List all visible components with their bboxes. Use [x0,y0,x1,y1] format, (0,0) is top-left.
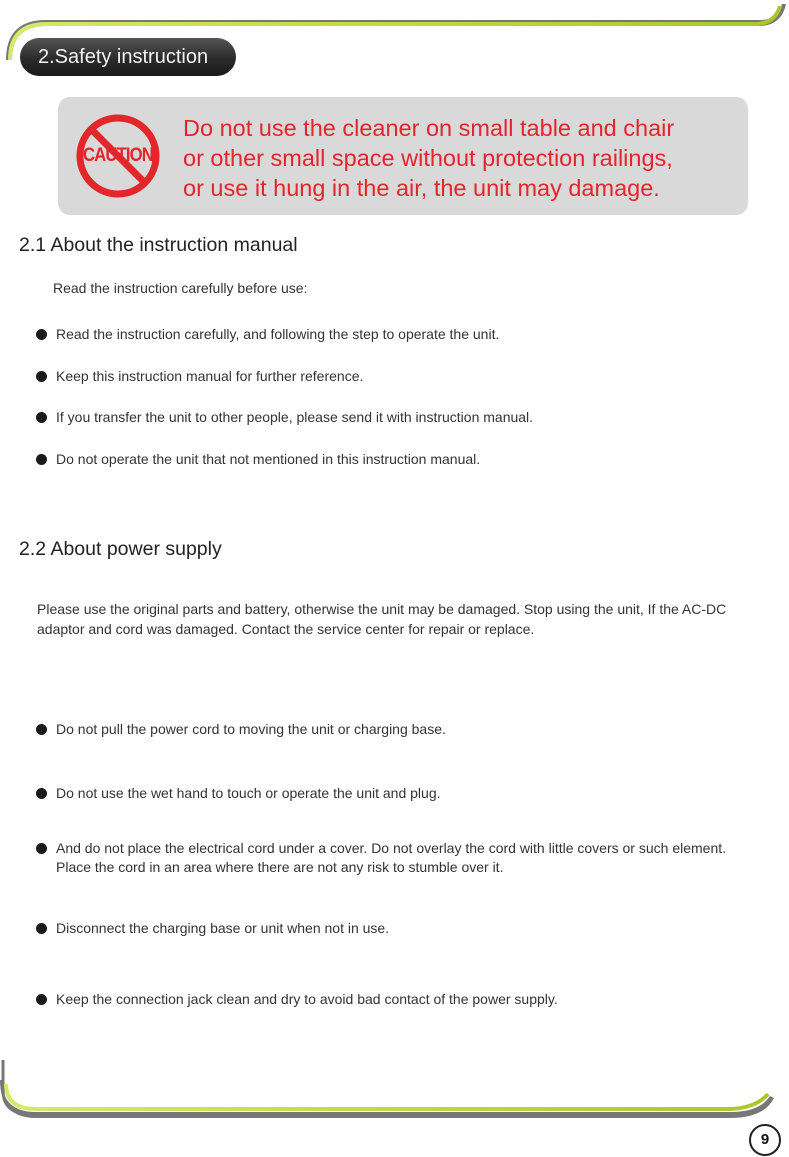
bullet-dot-icon [36,329,47,340]
caution-box [58,97,748,215]
power-supply-paragraph: Please use the original parts and battery, otherwise the unit may be damaged. Stop using the unit, If the AC-DC adaptor and cord was damaged. Contact the service center for repair or replace. [37,601,727,637]
bullet-dot-icon [36,843,47,854]
caution-prohibition-icon [75,113,161,199]
instruction-intro-text: Read the instruction carefully before use: [53,280,308,296]
bullet-dot-icon [36,371,47,382]
bullet-dot-icon [36,454,47,465]
bullet-dot-icon [36,412,47,423]
list-item-text: Keep the connection jack clean and dry to avoid bad contact of the power supply. [56,991,558,1007]
list-item-text: And do not place the electrical cord under a cover. Do not overlay the cord with little covers or such element. Place the cord in an area where there are not any risk to stumble over it. [56,840,727,875]
caution-sign-word: CAUTION [82,145,154,166]
list-item-text: If you transfer the unit to other people, please send it with instruction manual. [56,409,534,425]
bullet-dot-icon [36,923,47,934]
section-heading-instruction-manual: 2.1 About the instruction manual [19,234,298,256]
bullet-dot-icon [36,724,47,735]
section-title-tab: 2.Safety instruction [20,38,236,76]
list-item-text: Do not use the wet hand to touch or operate the unit and plug. [56,785,441,801]
bullet-dot-icon [36,994,47,1005]
list-item-text: Do not pull the power cord to moving the unit or charging base. [56,721,446,737]
caution-warning-text: Do not use the cleaner on small table and chair or other small space without protection railings, or use it hung in the air, the unit may damage. [183,115,675,201]
section-heading-power-supply: 2.2 About power supply [19,538,222,560]
list-item-text: Keep this instruction manual for further reference. [56,368,364,384]
list-item-text: Read the instruction carefully, and following the step to operate the unit. [56,326,500,342]
bullet-dot-icon [36,788,47,799]
list-item-text: Do not operate the unit that not mentioned in this instruction manual. [56,451,481,467]
list-item-text: Disconnect the charging base or unit when not in use. [56,920,390,936]
page-number: 9 [749,1124,781,1156]
